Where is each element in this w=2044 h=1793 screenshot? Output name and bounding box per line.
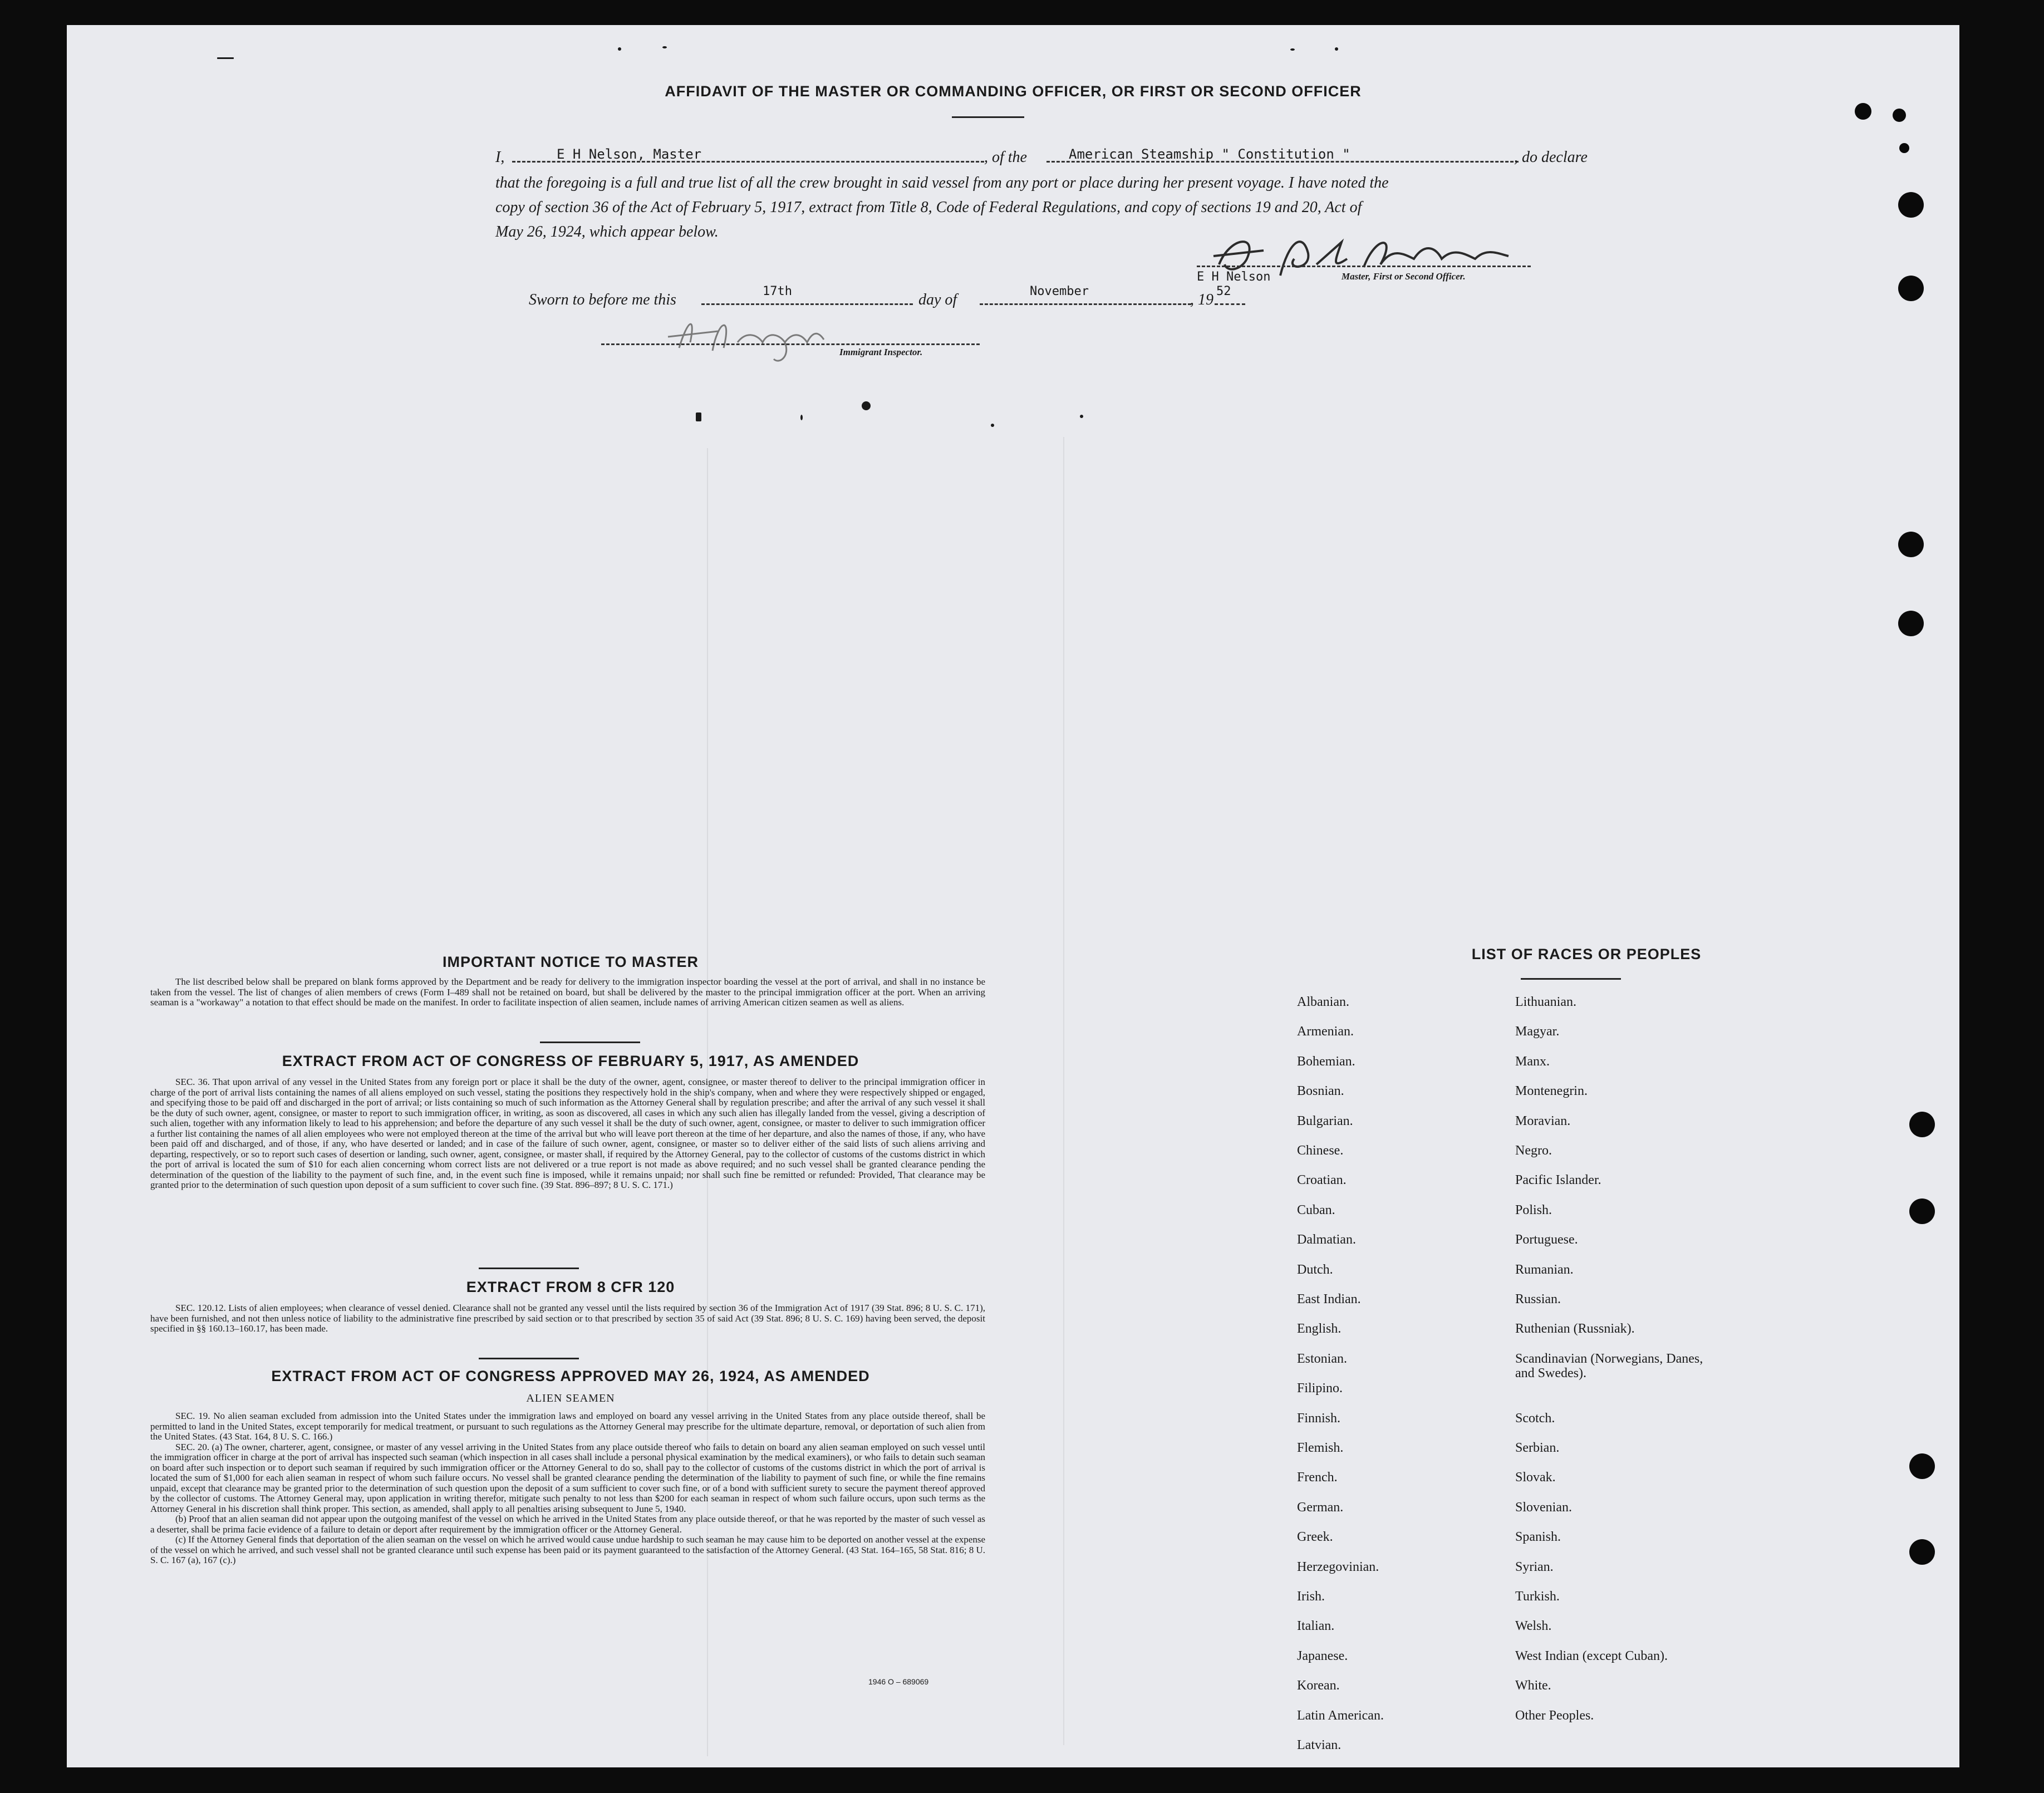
race-item: Latvian. bbox=[1297, 1738, 1342, 1752]
punch-hole bbox=[1909, 1539, 1935, 1565]
race-item: East Indian. bbox=[1297, 1292, 1361, 1306]
race-item: Bohemian. bbox=[1297, 1054, 1355, 1069]
speck bbox=[1290, 48, 1295, 51]
race-item: Slovak. bbox=[1515, 1470, 1556, 1485]
race-item: Albanian. bbox=[1297, 995, 1349, 1009]
race-item: English. bbox=[1297, 1322, 1342, 1337]
punch-hole bbox=[1899, 143, 1909, 153]
document-page bbox=[67, 25, 1959, 1767]
extract-cfr-text: SEC. 120.12. Lists of alien employees; when clearance of vessel denied. Clearance shall not be granted any vessel until the lists required by section 36 of the Immigration Act of 1917 (39 Stat. 896; 8 U. S. C. 171), have been furnished, and not then unless notice of liability to the administrative fine prescribed by said section or to that prescribed by section 35 of said Act (39 Stat. 896; 8 U. S. C. 169) having been served, the deposit specified in §§ 160.13–160.17, has been made. bbox=[150, 1303, 985, 1334]
inspector-line bbox=[601, 343, 980, 345]
race-item: French. bbox=[1297, 1470, 1338, 1485]
race-item: Magyar. bbox=[1515, 1024, 1560, 1039]
race-item: White. bbox=[1515, 1678, 1551, 1693]
speck bbox=[618, 47, 621, 51]
sworn-label: Sworn to before me this bbox=[529, 291, 676, 308]
print-code: 1946 O – 689069 bbox=[868, 1677, 929, 1686]
extract-1917-body bbox=[150, 1077, 985, 1191]
race-item: Spanish. bbox=[1515, 1530, 1561, 1545]
sworn-month: November bbox=[1030, 284, 1089, 298]
race-item: Scotch. bbox=[1515, 1411, 1555, 1426]
race-item: West Indian (except Cuban). bbox=[1515, 1648, 1668, 1663]
race-item: Moravian. bbox=[1515, 1113, 1571, 1128]
extract-1924-title: EXTRACT FROM ACT OF CONGRESS APPROVED MAY 26, 1924, AS AMENDED bbox=[271, 1368, 870, 1384]
affidavit-line-4: May 26, 1924, which appear below. bbox=[495, 223, 719, 240]
affidavit-title: AFFIDAVIT OF THE MASTER OR COMMANDING OFFICER, OR FIRST OR SECOND OFFICER bbox=[665, 83, 1362, 100]
race-item: Scandinavian (Norwegians, Danes, and Swedes). bbox=[1515, 1351, 1703, 1381]
race-item: Italian. bbox=[1297, 1619, 1335, 1634]
race-item: Dalmatian. bbox=[1297, 1232, 1356, 1247]
race-item: Ruthenian (Russniak). bbox=[1515, 1322, 1635, 1337]
extract-1924-body bbox=[150, 1411, 985, 1566]
punch-hole bbox=[1909, 1112, 1935, 1137]
race-item: Manx. bbox=[1515, 1054, 1550, 1069]
signature-typed-name: E H Nelson bbox=[1197, 270, 1271, 284]
speck bbox=[1335, 47, 1338, 51]
race-item: Bulgarian. bbox=[1297, 1113, 1353, 1128]
extract-cfr-title: EXTRACT FROM 8 CFR 120 bbox=[466, 1279, 675, 1295]
race-item: Greek. bbox=[1297, 1530, 1333, 1545]
divider bbox=[479, 1358, 579, 1359]
race-item: Montenegrin. bbox=[1515, 1084, 1588, 1099]
divider bbox=[952, 116, 1024, 118]
race-item: Armenian. bbox=[1297, 1024, 1354, 1039]
sworn-day-line bbox=[701, 303, 913, 305]
speck bbox=[991, 424, 994, 427]
divider bbox=[540, 1042, 640, 1043]
punch-hole bbox=[1893, 109, 1906, 122]
of-the-label: , of the bbox=[984, 149, 1027, 166]
race-item: Finnish. bbox=[1297, 1411, 1341, 1426]
sworn-month-line bbox=[980, 303, 1191, 305]
extract-1917-text: SEC. 36. That upon arrival of any vessel in the United States from any foreign port or place it shall be the duty of the owner, agent, consignee, or master thereof to deliver to the principal immigration officer in charge of the port of arrival lists containing the names of all aliens employed on such vessel, stating the positions they respectively hold in the ship's company, when and where they were respectively shipped or engaged, and specifying those to be paid off and discharged in the port of arrival; or lists containing so much of such information as the Attorney General shall by regulation prescribe; and after the arrival of any such vessel it shall be the duty of such owner, agent, consignee, or master to report to such immigration officer, in writing, as soon as discovered, all cases in which any such alien has illegally landed from the vessel, giving a description of such alien, together with any information likely to lead to his apprehension; and before the departure of any such vessel it shall be the duty of such owner, agent, consignee, or master to deliver to such immigration officer a further list containing the names of all alien employees who were not employed thereon at the time of the arrival but who will leave port thereon at the time of her departure, and also the names of those, if any, who have been paid off and discharged, and of those, if any, who have deserted or landed; and in case of the failure of such owner, agent, consignee, or master so to deliver either of the said lists of such aliens arriving and departing, respectively, or so to report such cases of desertion or landing, such owner, agent, consignee, or master shall, if required by the Attorney General, pay to the collector of customs of the customs district in which the port of arrival is located the sum of $10 for each alien concerning whom correct lists are not delivered or a true report is not made as above required; and no such vessel shall be granted clearance pending the determination of the question of the liability to the payment of such fine, and, in the event such fine is imposed, while it remains unpaid; nor shall such fine be remitted or refunded: Provided, That clearance may be granted prior to the determination of such question upon deposit of a sum sufficient to cover such fine. (39 Stat. 896–897; 8 U. S. C. 171.) bbox=[150, 1077, 985, 1190]
punch-hole bbox=[1898, 611, 1924, 636]
race-item: Estonian. bbox=[1297, 1351, 1347, 1366]
race-item: Turkish. bbox=[1515, 1589, 1560, 1604]
divider bbox=[479, 1268, 579, 1269]
race-item: Japanese. bbox=[1297, 1648, 1348, 1663]
year-suffix: 52 bbox=[1216, 284, 1231, 298]
punch-hole bbox=[1898, 192, 1924, 218]
fold-line bbox=[1063, 437, 1064, 1745]
affidavit-line-3: copy of section 36 of the Act of February 5, 1917, extract from Title 8, Code of Federal Regulations, and copy of sections 19 and 20, Act of bbox=[495, 199, 1362, 216]
day-of-label: day of bbox=[918, 291, 957, 308]
race-item: Polish. bbox=[1515, 1202, 1552, 1217]
punch-hole bbox=[1909, 1453, 1935, 1479]
punch-hole bbox=[1898, 276, 1924, 301]
notice-text: The list described below shall be prepared on blank forms approved by the Department and be ready for delivery to the immigration inspector boarding the vessel at the port of arrival, and shall in no instance be taken from the vessel. The list of changes of alien members of crews (Form I–489 shall not be retained on board, but shall be delivered by the master to the principal immigration officer at the port. When an arriving seaman is a "workaway" a notation to that effect should be made on the manifest. In order to facilitate inspection of alien seamen, include names of arriving American citizen seamen as well as aliens. bbox=[150, 976, 985, 1008]
speck bbox=[217, 57, 234, 59]
do-declare-label: , do declare bbox=[1514, 149, 1588, 166]
race-item: Serbian. bbox=[1515, 1441, 1560, 1455]
inspector-label: Immigrant Inspector. bbox=[839, 347, 923, 357]
race-item: Lithuanian. bbox=[1515, 995, 1576, 1009]
race-item: Slovenian. bbox=[1515, 1500, 1572, 1515]
race-item: Welsh. bbox=[1515, 1619, 1552, 1634]
extract-cfr-body bbox=[150, 1303, 985, 1334]
speck bbox=[662, 46, 667, 48]
inspector-signature bbox=[635, 309, 868, 365]
speck bbox=[800, 415, 803, 420]
race-item: Bosnian. bbox=[1297, 1084, 1344, 1099]
race-item: Filipino. bbox=[1297, 1381, 1343, 1396]
vessel-name: American Steamship " Constitution " bbox=[1069, 146, 1350, 162]
race-item: Rumanian. bbox=[1515, 1262, 1574, 1277]
year-prefix: , 19 bbox=[1190, 291, 1213, 308]
signature-line bbox=[1197, 266, 1531, 267]
race-item: Korean. bbox=[1297, 1678, 1340, 1693]
race-item: Latin American. bbox=[1297, 1708, 1384, 1723]
master-name: E H Nelson, Master bbox=[557, 146, 702, 162]
punch-hole bbox=[1898, 532, 1924, 557]
race-item: Pacific Islander. bbox=[1515, 1173, 1601, 1188]
race-item: Dutch. bbox=[1297, 1262, 1333, 1277]
year-line bbox=[1215, 303, 1245, 305]
signature-role: Master, First or Second Officer. bbox=[1342, 271, 1466, 282]
punch-hole bbox=[1855, 103, 1871, 120]
race-item: Cuban. bbox=[1297, 1202, 1335, 1217]
speck bbox=[696, 412, 701, 421]
race-item: Russian. bbox=[1515, 1292, 1561, 1306]
section-20c-text: (c) If the Attorney General finds that deportation of the alien seaman on the vessel on which he arrived would cause undue hardship to such seaman he may cause him to be deported on another vessel at the expense of the vessel on which he arrived, and such vessel shall not be granted clearance until such expense has been paid or its payment guaranteed to the satisfaction of the Attorney General. (43 Stat. 164–165, 58 Stat. 816; 8 U. S. C. 167 (a), 167 (c).) bbox=[150, 1534, 985, 1565]
divider bbox=[1521, 978, 1621, 980]
race-item: Chinese. bbox=[1297, 1143, 1344, 1158]
affidavit-line-2: that the foregoing is a full and true list of all the crew brought in said vessel from any port or place during her present voyage. I have noted the bbox=[495, 174, 1389, 191]
race-item: Flemish. bbox=[1297, 1441, 1344, 1455]
race-item: Syrian. bbox=[1515, 1559, 1554, 1574]
race-item: Portuguese. bbox=[1515, 1232, 1578, 1247]
section-20a-text: SEC. 20. (a) The owner, charterer, agent, consignee, or master of any vessel arriving in the United States from any place outside thereof who fails to detain on board any alien seaman employed on such vessel until the immigration officer in charge at the port of arrival has inspected such seaman (which inspection in all cases shall include a personal physical examination by the medical examiners), or who fails to detain such seaman on board after such inspection or to deport such seaman if required by such immigration officer or the Attorney General to do so, shall pay to the collector of customs of the customs district in which the port of arrival is located the sum of $1,000 for each alien seaman in respect of whom such failure occurs. No vessel shall be granted clearance pending the determination of the liability to payment of such fine, or while the fine remains unpaid, except that clearance may be granted prior to the determination of such question upon the deposit of a sum sufficient to cover such fine, or of a bond with sufficient surety to secure the payment thereof approved by the collector of customs. The Attorney General may, upon application in writing therefor, mitigate such penalty to not less than $200 for each seaman in respect of whom such failure occurs, upon such terms as the Attorney General in his discretion shall think proper. This section, as amended, shall apply to all penalties arising subsequent to June 5, 1940. bbox=[150, 1441, 985, 1514]
extract-1924-subtitle: ALIEN SEAMEN bbox=[526, 1392, 615, 1404]
i-label: I, bbox=[495, 149, 505, 166]
race-item: Croatian. bbox=[1297, 1173, 1347, 1188]
extract-1917-title: EXTRACT FROM ACT OF CONGRESS OF FEBRUARY 5, 1917, AS AMENDED bbox=[282, 1053, 859, 1069]
speck bbox=[1080, 415, 1083, 418]
race-item: Irish. bbox=[1297, 1589, 1325, 1604]
sworn-day: 17th bbox=[763, 284, 792, 298]
section-20b-text: (b) Proof that an alien seaman did not appear upon the outgoing manifest of the vessel on which he arrived in the United States from any place outside thereof, or that he was reported by the master of such vessel as a deserter, shall be prima facie evidence of a failure to detain or deport after requirement by the immigration officer or the Attorney General. bbox=[150, 1514, 985, 1535]
race-item: Negro. bbox=[1515, 1143, 1552, 1158]
race-item: German. bbox=[1297, 1500, 1344, 1515]
speck bbox=[862, 401, 871, 410]
race-item: Other Peoples. bbox=[1515, 1708, 1594, 1723]
section-19-text: SEC. 19. No alien seaman excluded from admission into the United States under the immigration laws and employed on board any vessel arriving in the United States from any place outside thereof, shall be permitted to land in the United States, except temporarily for medical treatment, or pursuant to such regulations as the Attorney General may prescribe for the ultimate departure, removal, or deportation of such alien from the United States. (43 Stat. 164, 8 U. S. C. 166.) bbox=[150, 1411, 985, 1442]
race-item: Herzegovinian. bbox=[1297, 1559, 1379, 1574]
notice-body bbox=[150, 977, 985, 1008]
punch-hole bbox=[1909, 1198, 1935, 1224]
notice-title: IMPORTANT NOTICE TO MASTER bbox=[443, 954, 699, 970]
races-title: LIST OF RACES OR PEOPLES bbox=[1471, 946, 1702, 962]
